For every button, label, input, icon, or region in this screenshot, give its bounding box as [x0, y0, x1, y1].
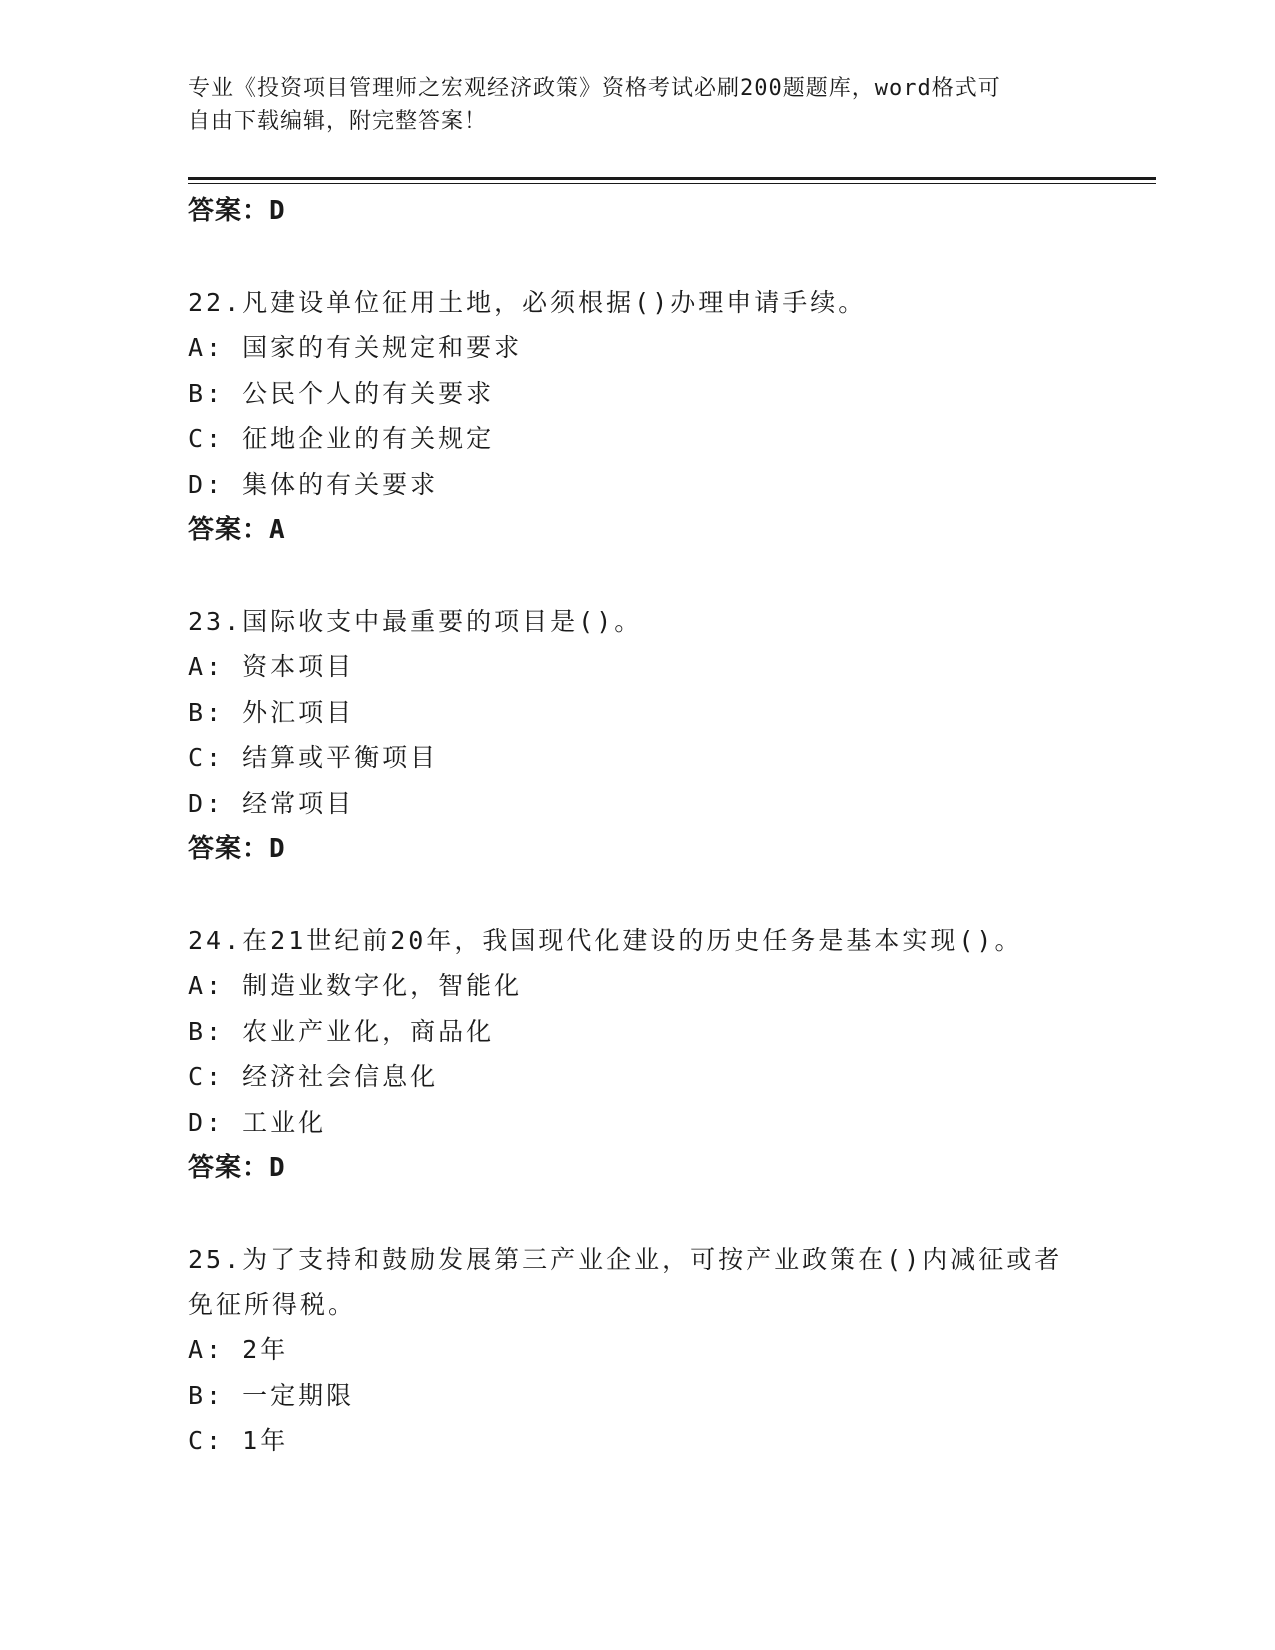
question-22-option-a: A: 国家的有关规定和要求 [188, 333, 523, 362]
question-25-option-b: B: 一定期限 [188, 1380, 355, 1410]
question-25 [188, 1237, 1088, 1464]
question-24-answer: 答案：D [188, 1153, 286, 1183]
question-25-option-c: C: 1年 [188, 1426, 289, 1455]
question-23-answer: 答案：D [188, 834, 286, 864]
question-22 [188, 280, 1088, 553]
header-rule-thin [188, 183, 1156, 184]
question-22-option-c: C: 征地企业的有关规定 [188, 424, 495, 453]
question-23-option-c: C: 结算或平衡项目 [188, 743, 439, 772]
question-23-option-d: D: 经常项目 [188, 788, 355, 818]
question-24 [188, 918, 1088, 1191]
question-22-option-b: B: 公民个人的有关要求 [188, 378, 495, 408]
question-24-option-a: A: 制造业数字化，智能化 [188, 971, 523, 1000]
question-23-option-b: B: 外汇项目 [188, 697, 355, 727]
document-header [188, 72, 1088, 138]
question-22-answer: 答案：A [188, 515, 286, 545]
answer-21: 答案：D [188, 196, 286, 226]
question-24-option-b: B: 农业产业化，商品化 [188, 1016, 495, 1046]
question-24-option-d: D: 工业化 [188, 1107, 327, 1137]
question-24-option-c: C: 经济社会信息化 [188, 1062, 439, 1091]
question-24-text: 24.在21世纪前20年，我国现代化建设的历史任务是基本实现()。 [188, 926, 1023, 955]
question-23-option-a: A: 资本项目 [188, 652, 355, 681]
question-22-text: 22.凡建设单位征用土地，必须根据()办理申请手续。 [188, 288, 867, 317]
question-22-option-d: D: 集体的有关要求 [188, 469, 439, 499]
header-line-1: 专业《投资项目管理师之宏观经济政策》资格考试必刷200题题库，word格式可 [188, 76, 1001, 101]
header-rule-thick [188, 177, 1156, 180]
question-23-text: 23.国际收支中最重要的项目是()。 [188, 607, 643, 636]
question-25-text: 25.为了支持和鼓励发展第三产业企业，可按产业政策在()内减征或者免征所得税。 [188, 1245, 1063, 1319]
question-25-option-a: A: 2年 [188, 1335, 289, 1364]
header-line-2: 自由下载编辑，附完整答案！ [188, 109, 488, 134]
document-body [188, 188, 1088, 1464]
question-23 [188, 599, 1088, 872]
